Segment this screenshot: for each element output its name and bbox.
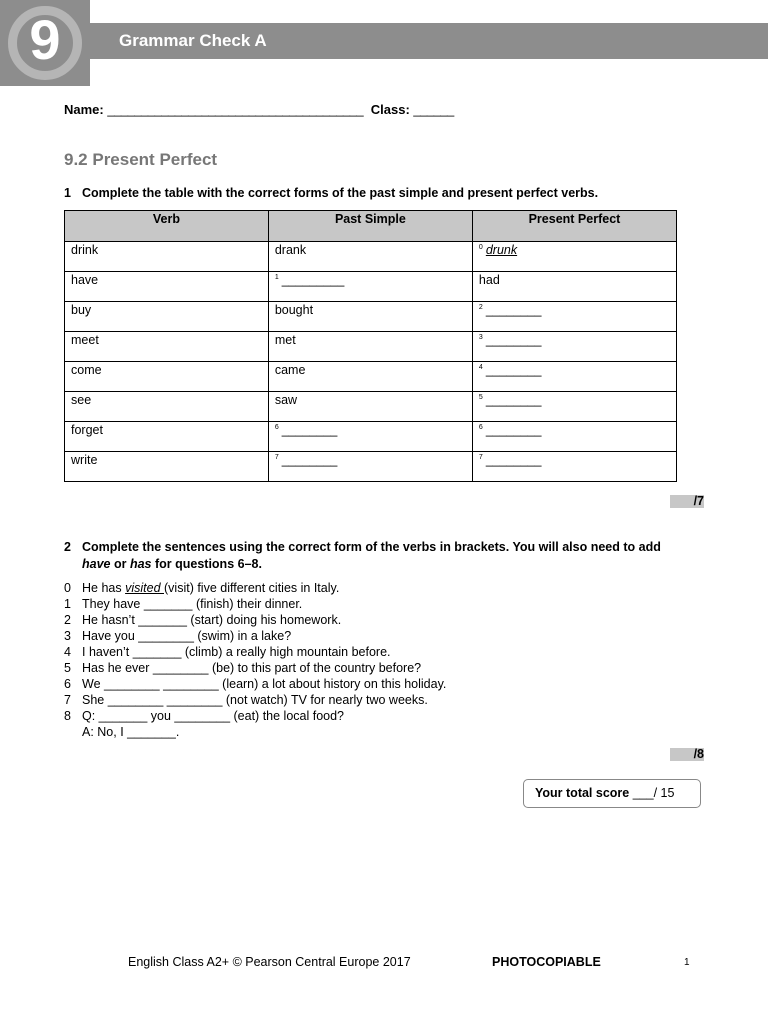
header-present-perfect: Present Perfect [472, 211, 676, 242]
table-row [65, 242, 677, 272]
q1-number: 1 [64, 186, 71, 200]
section-title: 9.2 Present Perfect [64, 150, 218, 169]
past-cell: met [268, 332, 472, 362]
item-number: 6 [478, 424, 483, 431]
unit-number: 9 [29, 8, 61, 71]
sentence-text[interactable]: Have you ________ (swim) in a lake? [82, 629, 292, 643]
answer-blank[interactable]: ________ [485, 453, 542, 467]
item-number: 6 [274, 424, 279, 431]
example-after: (visit) five different cities in Italy. [164, 581, 340, 595]
table-row [65, 392, 677, 422]
perfect-cell [472, 332, 676, 362]
list-item [64, 612, 446, 628]
sentence-number: 1 [64, 597, 71, 611]
past-cell [268, 422, 472, 452]
answer-blank[interactable]: ________ [485, 423, 542, 437]
past-cell: came [268, 362, 472, 392]
list-item [64, 644, 446, 660]
header-past-simple: Past Simple [268, 211, 472, 242]
sentence-number: 2 [64, 613, 71, 627]
name-label: Name: [64, 102, 104, 117]
verb-cell: drink [65, 242, 269, 272]
verb-cell: come [65, 362, 269, 392]
table-row [65, 272, 677, 302]
name-class-line [64, 102, 454, 117]
header-verb: Verb [65, 211, 269, 242]
q2-text-line1: Complete the sentences using the correct form of the verbs in brackets. You will also need to add [82, 540, 661, 554]
page-title: Grammar Check A [119, 31, 267, 50]
sentence-number: 0 [64, 581, 71, 595]
item-number: 3 [478, 334, 483, 341]
sentence-text[interactable]: She ________ ________ (not watch) TV for nearly two weeks. [82, 693, 428, 707]
sentence-text[interactable]: He hasn’t _______ (start) doing his homework. [82, 613, 342, 627]
footer-copyright: English Class A2+ © Pearson Central Europe 2017 [128, 955, 411, 969]
list-item [64, 708, 446, 724]
perfect-cell [472, 362, 676, 392]
item-number: 1 [274, 274, 279, 281]
item-number: 7 [274, 454, 279, 461]
answer-blank[interactable]: ________ [485, 393, 542, 407]
item-number: 7 [478, 454, 483, 461]
past-cell: bought [268, 302, 472, 332]
answer-blank[interactable]: ________ [281, 453, 338, 467]
q1-score-box: /7 [670, 495, 704, 508]
item-number: 2 [478, 304, 483, 311]
perfect-cell [472, 242, 676, 272]
q2-or-word: or [110, 557, 130, 571]
verb-cell: see [65, 392, 269, 422]
unit-badge [0, 0, 90, 86]
sentence-number: 4 [64, 645, 71, 659]
q2-text-line2: for questions 6–8. [151, 557, 262, 571]
past-cell: saw [268, 392, 472, 422]
q2-instruction [64, 539, 704, 573]
q1-instruction [64, 185, 704, 202]
q2-score-box: /8 [670, 748, 704, 761]
perfect-cell: had [472, 272, 676, 302]
q2-have-word: have [82, 557, 111, 571]
answer-blank[interactable]: ________ [485, 303, 542, 317]
item-number: 0 [478, 244, 483, 251]
sentence-number: 7 [64, 693, 71, 707]
q2-has-word: has [129, 557, 152, 571]
table-row [65, 302, 677, 332]
list-item [64, 628, 446, 644]
list-item [64, 596, 446, 612]
name-field[interactable]: ______________________________________ [107, 102, 364, 117]
table-header-row [65, 211, 677, 242]
class-label: Class: [370, 102, 410, 117]
verb-cell: meet [65, 332, 269, 362]
table-row [65, 452, 677, 482]
footer-photocopiable: PHOTOCOPIABLE [492, 955, 601, 969]
sentence-text[interactable]: Has he ever ________ (be) to this part of the country before? [82, 661, 422, 675]
answer-blank[interactable]: ________ [281, 423, 338, 437]
sentence-text[interactable]: Q: _______ you ________ (eat) the local food? [82, 709, 345, 723]
list-item [64, 692, 446, 708]
total-score-box [523, 779, 701, 808]
total-score-value[interactable]: ___/ 15 [629, 786, 675, 800]
past-cell [268, 272, 472, 302]
sentence-text[interactable]: A: No, I _______. [82, 725, 180, 739]
answer-blank[interactable]: _________ [281, 273, 345, 287]
sentence-number: 8 [64, 709, 71, 723]
example-answer: drunk [485, 243, 518, 257]
header-bar [90, 23, 768, 59]
sentence-text[interactable]: I haven’t _______ (climb) a really high mountain before. [82, 645, 391, 659]
list-item [64, 676, 446, 692]
table-row [65, 362, 677, 392]
q2-number: 2 [64, 540, 71, 554]
answer-blank[interactable]: ________ [485, 363, 542, 377]
past-cell [268, 242, 472, 272]
perfect-cell [472, 452, 676, 482]
table-row [65, 332, 677, 362]
table-row [65, 422, 677, 452]
list-item [64, 724, 446, 740]
verb-cell: have [65, 272, 269, 302]
sentence-text[interactable]: We ________ ________ (learn) a lot about history on this holiday. [82, 677, 447, 691]
q1-text: Complete the table with the correct forms of the past simple and present perfect verbs. [82, 186, 599, 200]
perfect-cell [472, 422, 676, 452]
sentence-text[interactable]: They have _______ (finish) their dinner. [82, 597, 303, 611]
answer-blank[interactable]: ________ [485, 333, 542, 347]
example-text [82, 580, 339, 596]
example-answer: visited [125, 581, 164, 595]
page-number: 1 [684, 957, 690, 968]
perfect-cell [472, 392, 676, 422]
example-sentence [64, 580, 446, 596]
past-value: drank [274, 243, 307, 257]
sentence-number: 6 [64, 677, 71, 691]
example-before: He has [82, 581, 126, 595]
list-item [64, 660, 446, 676]
q2-sentence-list [64, 580, 446, 740]
item-number: 5 [478, 394, 483, 401]
item-number: 4 [478, 364, 483, 371]
past-cell [268, 452, 472, 482]
perfect-cell [472, 302, 676, 332]
class-field[interactable]: ______ [413, 102, 454, 117]
verb-cell: write [65, 452, 269, 482]
sentence-number [64, 724, 82, 740]
verb-cell: buy [65, 302, 269, 332]
verb-cell: forget [65, 422, 269, 452]
verb-table [64, 210, 677, 482]
sentence-number: 3 [64, 629, 71, 643]
total-score-label: Your total score [535, 786, 630, 800]
sentence-number: 5 [64, 661, 71, 675]
